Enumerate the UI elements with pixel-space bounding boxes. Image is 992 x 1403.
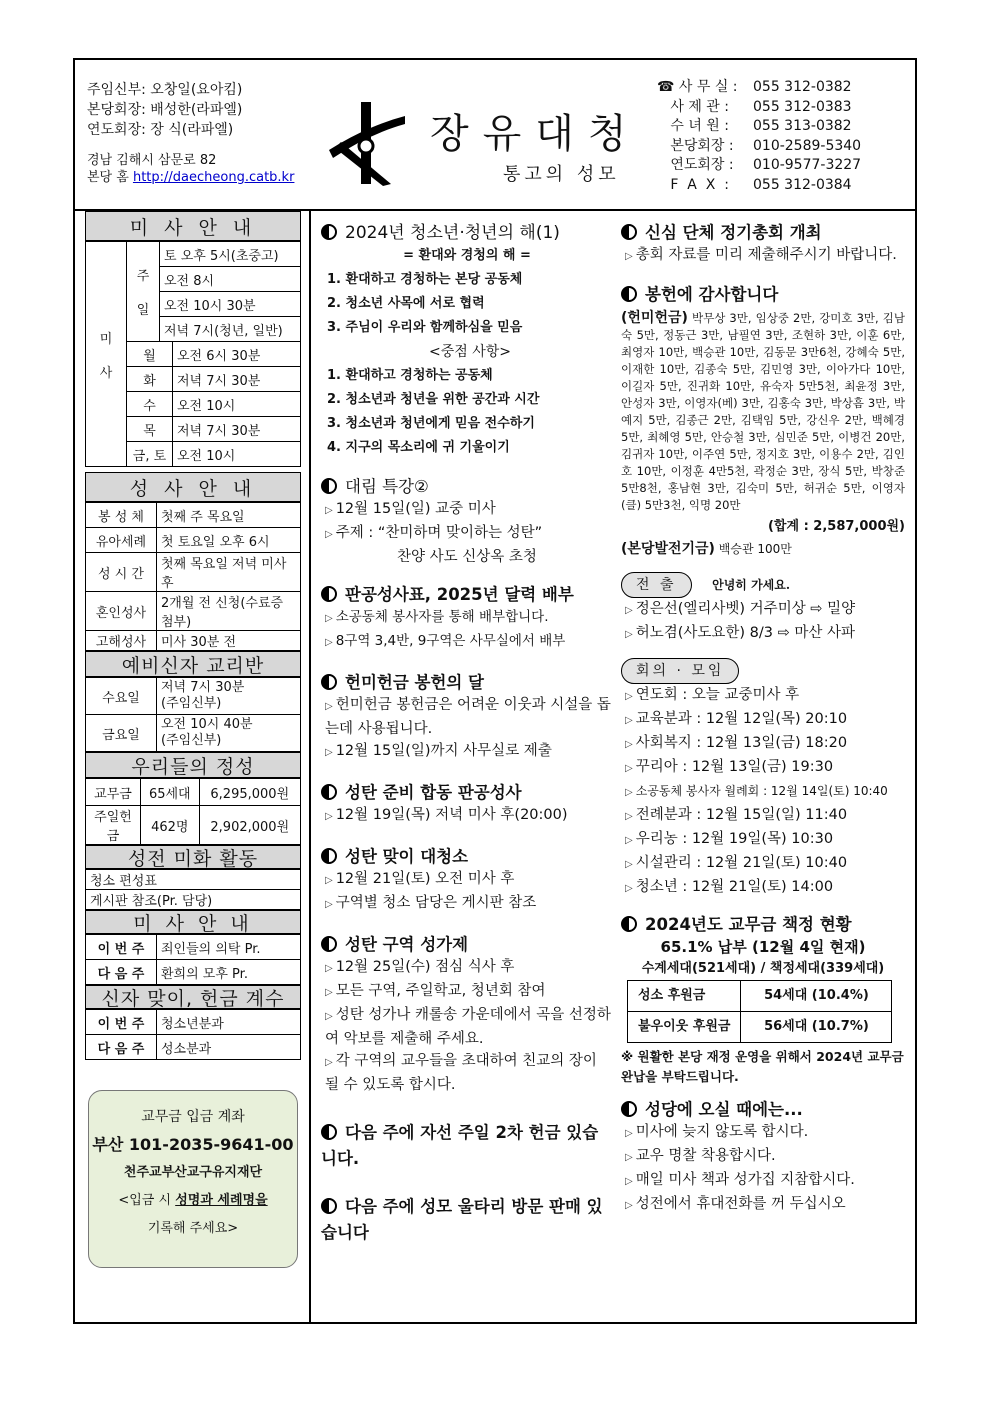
transfer-line: 정은선(엘리사벳) 거주미상 ⇨ 밀양	[635, 601, 856, 617]
greet-table	[85, 1009, 301, 1060]
weekday-day: 수	[127, 392, 173, 417]
triangle-bullet-icon: ▷	[625, 835, 633, 846]
triangle-bullet-icon: ▷	[625, 787, 633, 798]
support-value: 54세대 (10.4%)	[741, 981, 892, 1012]
carol-line: 모든 구역, 주일학교, 청년회 참여	[335, 983, 546, 999]
account-holder: 천주교부산교구유지재단	[123, 1165, 263, 1180]
generator-donor: 백승관 100만	[718, 542, 792, 556]
focus-item: 4. 지구의 목소리에 귀 기울이기	[327, 440, 510, 455]
focus-title: <중점 사항>	[428, 344, 511, 360]
focus-item: 3. 청소년과 청년에게 믿음 전수하기	[327, 416, 535, 431]
sacrament-value: 첫째 목요일 저녁 미사 후	[157, 553, 301, 592]
triangle-bullet-icon: ▷	[625, 691, 633, 702]
homepage-link[interactable]: http://daecheong.catb.kr	[132, 170, 295, 185]
sacrament-value: 2개월 전 신청(수료증 첨부)	[157, 592, 301, 631]
youth-title: 2024년 청소년·청년의 해(1)	[345, 223, 560, 243]
meeting-line: 사회복지 : 12월 13일(금) 18:20	[635, 735, 848, 751]
triangle-bullet-icon: ▷	[625, 811, 633, 822]
cleaning-line: 12월 21일(토) 오전 미사 후	[335, 871, 515, 887]
sunday-mass-1: 토 오후 5시(초중고)	[160, 242, 301, 267]
offering-table	[85, 778, 301, 845]
triangle-bullet-icon: ▷	[625, 883, 633, 894]
sacrament-name: 혼인성사	[86, 592, 157, 631]
sacrament-name: 성 시 간	[86, 553, 157, 592]
offering-count: 65세대	[141, 779, 200, 806]
cleaning-line: 구역별 청소 담당은 게시판 참조	[335, 895, 537, 911]
triangle-bullet-icon: ▷	[625, 763, 633, 774]
greet-value: 청소년분과	[157, 1010, 301, 1035]
contact-list	[657, 78, 861, 195]
mass-duty-table	[85, 934, 301, 985]
triangle-bullet-icon: ▷	[325, 875, 333, 886]
transfer-line: 허노겸(사도요한) 8/3 ⇨ 마산 사파	[635, 625, 856, 641]
advent-line: 주제 : “찬미하며 맞이하는 성탄”	[335, 525, 543, 541]
account-note-b: 성명과 세례명을	[175, 1193, 268, 1208]
bulletin-subtitle: 통고의 성모	[503, 164, 620, 185]
triangle-bullet-icon: ▷	[325, 701, 333, 712]
sacrament-value: 첫 토요일 오후 6시	[157, 528, 301, 553]
carol-line: 12월 25일(수) 점심 식사 후	[335, 959, 515, 975]
half-circle-icon	[321, 586, 337, 602]
contact-label: 연도회장 :	[657, 157, 734, 173]
sunday-mass-2: 오전 8시	[160, 267, 301, 292]
catechumen-day: 수요일	[86, 678, 157, 715]
meeting-line: 시설관리 : 12월 21일(토) 10:40	[635, 855, 848, 871]
mass-schedule-table	[85, 241, 301, 467]
triangle-bullet-icon: ▷	[625, 1176, 633, 1187]
calendar-line: 8구역 3,4반, 9구역은 사무실에서 배부	[335, 633, 566, 649]
contact-row	[657, 98, 861, 118]
triangle-bullet-icon: ▷	[325, 613, 333, 624]
weekday-time: 오전 10시	[173, 442, 301, 467]
thanks-title: 봉헌에 감사합니다	[645, 285, 779, 304]
weekday-day: 금, 토	[127, 442, 173, 467]
decor-item: 게시판 참조(Pr. 담당)	[86, 890, 301, 910]
catechumen-time: 오전 10시 40분	[161, 717, 253, 732]
offering-name: 교무금	[86, 779, 141, 806]
decor-table	[85, 869, 301, 910]
charity-title: 다음 주에 자선 주일 2차 헌금 있습니다.	[321, 1123, 599, 1168]
sunday-mass-3: 오전 10시 30분	[160, 292, 301, 317]
tithe-sub: 수계세대(521세대) / 책정세대(339세대)	[641, 961, 885, 976]
sacrament-name: 고해성사	[86, 631, 157, 651]
catechumen-time: 저녁 7시 30분	[161, 680, 245, 695]
contact-row	[657, 176, 861, 196]
triangle-bullet-icon: ▷	[625, 1152, 633, 1163]
youth-goal: 3. 주님이 우리와 함께하심을 믿음	[327, 320, 523, 335]
triangle-bullet-icon: ▷	[625, 605, 633, 616]
ym-chair: 연도회장: 장 식(라파엘)	[87, 122, 234, 138]
triangle-bullet-icon: ▷	[325, 1011, 333, 1022]
triangle-bullet-icon: ▷	[625, 251, 633, 262]
sale-title: 다음 주에 성모 울타리 방문 판매 있습니다	[321, 1197, 603, 1242]
tithe-note: ※ 원활한 본당 재정 운영을 위해서 2024년 교무금 완납을 부탁드립니다.	[621, 1049, 904, 1084]
support-value: 56세대 (10.7%)	[741, 1012, 892, 1043]
contact-row	[657, 117, 861, 137]
confession-line: 12월 19일(목) 저녁 미사 후(20:00)	[335, 807, 568, 823]
contact-row	[657, 78, 861, 98]
account-note-a: <입금 시	[118, 1193, 176, 1208]
triangle-bullet-icon: ▷	[625, 1200, 633, 1211]
half-circle-icon	[321, 784, 337, 800]
half-circle-icon	[321, 1124, 337, 1140]
bulletin-frame	[73, 58, 917, 1324]
transfer-pill: 전 출	[621, 572, 692, 598]
carol-line: 성탄 성가나 캐롤송 가운데에서 곡을 선정하여 악보를 제출해 주세요.	[325, 1007, 611, 1047]
weekday-time: 오전 10시	[173, 392, 301, 417]
carol-title: 성탄 구역 성가제	[345, 935, 469, 954]
visit-line: 매일 미사 책과 성가집 지참합시다.	[635, 1172, 855, 1188]
bulletin-title: 장유대청	[430, 111, 641, 157]
support-table	[627, 980, 892, 1043]
weekday-time: 오전 6시 30분	[173, 342, 301, 367]
catechumen-day: 금요일	[86, 715, 157, 752]
sacrament-heading: 성 사 안 내	[85, 472, 301, 502]
sacrament-table	[85, 502, 301, 651]
triangle-bullet-icon: ▷	[325, 987, 333, 998]
contact-value: 055 313-0382	[753, 118, 852, 134]
middle-column	[321, 222, 613, 1246]
sacrament-name: 유아세례	[86, 528, 157, 553]
triangle-bullet-icon: ▷	[625, 1128, 633, 1139]
gift-title: 헌미헌금 봉헌의 달	[345, 673, 485, 692]
cross-logo-icon	[327, 98, 407, 188]
half-circle-icon	[621, 1101, 637, 1117]
triangle-bullet-icon: ▷	[325, 811, 333, 822]
visit-line: 미사에 늦지 않도록 합시다.	[635, 1124, 809, 1140]
triangle-bullet-icon: ▷	[625, 715, 633, 726]
contact-label: ☎ 사 무 실 :	[657, 79, 738, 95]
triangle-bullet-icon: ▷	[325, 529, 333, 540]
half-circle-icon	[321, 224, 337, 240]
gift-line: 헌미헌금 봉헌금은 어려운 이웃과 시설을 돕는데 사용됩니다.	[325, 697, 611, 737]
contact-row	[657, 137, 861, 157]
advent-line: 12월 15일(일) 교중 미사	[335, 501, 496, 517]
triangle-bullet-icon: ▷	[325, 899, 333, 910]
visit-line: 교우 명찰 착용합시다.	[635, 1148, 776, 1164]
visit-title: 성당에 오실 때에는...	[645, 1100, 803, 1119]
account-note-c: 기록해 주세요>	[147, 1221, 239, 1236]
meeting-pill: 회의 · 모임	[621, 658, 739, 684]
duty-label: 이 번 주	[86, 935, 157, 960]
focus-item: 1. 환대하고 경청하는 공동체	[327, 368, 493, 383]
weekday-time: 저녁 7시 30분	[173, 417, 301, 442]
contact-row	[657, 156, 861, 176]
sunday-mass-4: 저녁 7시(청년, 일반)	[160, 317, 301, 342]
triangle-bullet-icon: ▷	[325, 747, 333, 758]
meeting-line: 연도회 : 오늘 교중미사 후	[635, 687, 800, 703]
half-circle-icon	[321, 1198, 337, 1214]
catechumen-who: (주임신부)	[161, 696, 222, 711]
tithe-rate: 65.1% 납부 (12월 4일 현재)	[660, 938, 866, 956]
general-title: 신심 단체 정기총회 개최	[645, 223, 822, 242]
meeting-line: 전례분과 : 12월 15일(일) 11:40	[635, 807, 848, 823]
visit-line: 성전에서 휴대전화를 꺼 두십시오	[635, 1196, 846, 1212]
triangle-bullet-icon: ▷	[325, 637, 333, 648]
triangle-bullet-icon: ▷	[625, 859, 633, 870]
contact-value: 010-2589-5340	[753, 137, 862, 154]
sunday-label: 주 일	[127, 242, 160, 342]
calendar-title: 판공성사표, 2025년 달력 배부	[345, 585, 574, 604]
contact-label: 본당회장 :	[657, 137, 734, 154]
generator-label: (본당발전기금)	[621, 541, 715, 557]
priest-name: 주임신부: 오창일(요아킴)	[87, 82, 243, 98]
sacrament-value: 미사 30분 전	[157, 631, 301, 651]
advent-line: 찬양 사도 신상옥 초청	[397, 549, 537, 565]
decor-heading: 성전 미화 활동	[85, 845, 301, 869]
meeting-line: 청소년 : 12월 21일(토) 14:00	[635, 879, 834, 895]
half-circle-icon	[621, 224, 637, 240]
thanks-donors: 박무상 3만, 임상중 2만, 강미호 3만, 김남숙 5만, 정동근 3만, 남필연 3만, 조현하 3만, 이훈 6만, 최영자 10만, 백승관 10만, 김동문 3만6천, 강혜숙 5만, 이재한 10만, 김종숙 5만, 김민영 3만, 이아가다 10만, 이길자 5만, 진귀화 10만, 유숙자 5만5천, 최윤정 3만, 안성자 3만, 이영자(베) 3만, 김홍숙 3만, 박상흠 3만, 박예지 5만, 김종근 2만, 김택임 5만, 강신우 2만, 백혜경 5만, 최혜영 5만, 안승철 3만, 심민준 5만, 이병건 20만, 김귀자 10만, 이주연 5만, 정지호 3만, 이용수 2만, 김인호 10만, 이정훈 4만5천, 곽정순 3만, 장식 5만, 박창준 5만8천, 홍남현 3만, 김숙미 5만, 허귀순 5만, 이영자(클) 5만3천, 익명 20만	[621, 311, 905, 512]
catechumen-heading: 예비신자 교리반	[85, 651, 301, 677]
triangle-bullet-icon: ▷	[625, 629, 633, 640]
general-line: 총회 자료를 미리 제출해주시기 바랍니다.	[635, 247, 897, 263]
account-number: 부산 101-2035-9641-00	[92, 1135, 294, 1154]
half-circle-icon	[321, 848, 337, 864]
offering-amount: 6,295,000원	[199, 779, 300, 806]
triangle-bullet-icon: ▷	[325, 963, 333, 974]
half-circle-icon	[321, 674, 337, 690]
account-box	[88, 1090, 298, 1268]
tithe-title: 2024년도 교무금 책정 현황	[645, 915, 852, 934]
cleaning-title: 성탄 맞이 대청소	[345, 847, 469, 866]
offering-amount: 2,902,000원	[199, 806, 300, 845]
contact-label: 수 녀 원 :	[657, 118, 729, 134]
sacrament-value: 첫째 주 목요일	[157, 503, 301, 528]
contact-label: 사 제 관 :	[657, 98, 729, 115]
meeting-line: 꾸리아 : 12월 13일(금) 19:30	[635, 759, 834, 775]
thanks-label: (헌미헌금)	[621, 310, 688, 326]
sacrament-name: 봉 성 체	[86, 503, 157, 528]
meeting-line: 교육분과 : 12월 12일(목) 20:10	[635, 711, 848, 727]
right-column	[621, 222, 905, 1217]
header-staff	[87, 80, 294, 186]
support-name: 성소 후원금	[628, 981, 741, 1012]
triangle-bullet-icon: ▷	[325, 505, 333, 516]
weekday-day: 화	[127, 367, 173, 392]
homepage-label: 본당 홈	[87, 170, 129, 185]
triangle-bullet-icon: ▷	[625, 739, 633, 750]
half-circle-icon	[321, 936, 337, 952]
address: 경남 김해시 삼문로 82	[87, 153, 217, 168]
mass-duty-heading: 미 사 안 내	[85, 910, 301, 934]
parish-chair: 본당회장: 배성한(라파엘)	[87, 102, 243, 118]
contact-value: 055 312-0382	[753, 79, 852, 95]
account-title: 교무금 입금 계좌	[141, 1109, 245, 1125]
duty-label: 다 음 주	[86, 960, 157, 985]
carol-line: 각 구역의 교우들을 초대하여 친교의 장이 될 수 있도록 합시다.	[325, 1053, 597, 1093]
youth-goal: 2. 청소년 사목에 서로 협력	[327, 296, 485, 311]
catechumen-who: (주임신부)	[161, 733, 222, 748]
mass-guide-heading: 미 사 안 내	[85, 211, 301, 241]
half-circle-icon	[621, 286, 637, 302]
weekday-time: 저녁 7시 30분	[173, 367, 301, 392]
contact-value: 055 312-0384	[753, 176, 852, 193]
mass-label: 미 사	[86, 242, 127, 467]
left-column	[85, 211, 301, 1060]
catechumen-table	[85, 677, 301, 752]
thanks-total: (합계 : 2,587,000원)	[767, 519, 905, 534]
confession-title: 성탄 준비 합동 판공성사	[345, 783, 522, 802]
greet-heading: 신자 맞이, 헌금 계수	[85, 985, 301, 1009]
meeting-line: 소공동체 봉사자 월례회 : 12월 14일(토) 10:40	[635, 784, 888, 798]
half-circle-icon	[621, 916, 637, 932]
weekday-day: 목	[127, 417, 173, 442]
contact-label: F A X :	[657, 176, 729, 193]
duty-value: 죄인들의 의탁 Pr.	[157, 935, 301, 960]
greet-label: 다 음 주	[86, 1035, 157, 1060]
column-divider	[309, 209, 311, 1324]
bulletin-header	[75, 60, 915, 211]
transfer-bye: 안녕히 가세요.	[712, 578, 791, 592]
greet-value: 성소분과	[157, 1035, 301, 1060]
duty-value: 환희의 모후 Pr.	[157, 960, 301, 985]
decor-item: 청소 편성표	[86, 870, 301, 890]
calendar-line: 소공동체 봉사자를 통해 배부합니다.	[335, 609, 549, 625]
contact-value: 055 312-0383	[753, 98, 852, 115]
youth-goal: 1. 환대하고 경청하는 본당 공동체	[327, 272, 523, 287]
advent-title: 대림 특강②	[345, 477, 429, 496]
offering-name: 주일헌금	[86, 806, 141, 845]
half-circle-icon	[321, 478, 337, 494]
triangle-bullet-icon: ▷	[325, 1057, 333, 1068]
support-name: 불우이웃 후원금	[628, 1012, 741, 1043]
focus-item: 2. 청소년과 청년을 위한 공간과 시간	[327, 392, 540, 407]
youth-motto: = 환대와 경청의 해 =	[403, 248, 531, 263]
weekday-day: 월	[127, 342, 173, 367]
offering-heading: 우리들의 정성	[85, 752, 301, 778]
greet-label: 이 번 주	[86, 1010, 157, 1035]
offering-count: 462명	[141, 806, 200, 845]
gift-line: 12월 15일(일)까지 사무실로 제출	[335, 743, 552, 759]
contact-value: 010-9577-3227	[753, 157, 862, 173]
meeting-line: 우리농 : 12월 19일(목) 10:30	[635, 831, 834, 847]
